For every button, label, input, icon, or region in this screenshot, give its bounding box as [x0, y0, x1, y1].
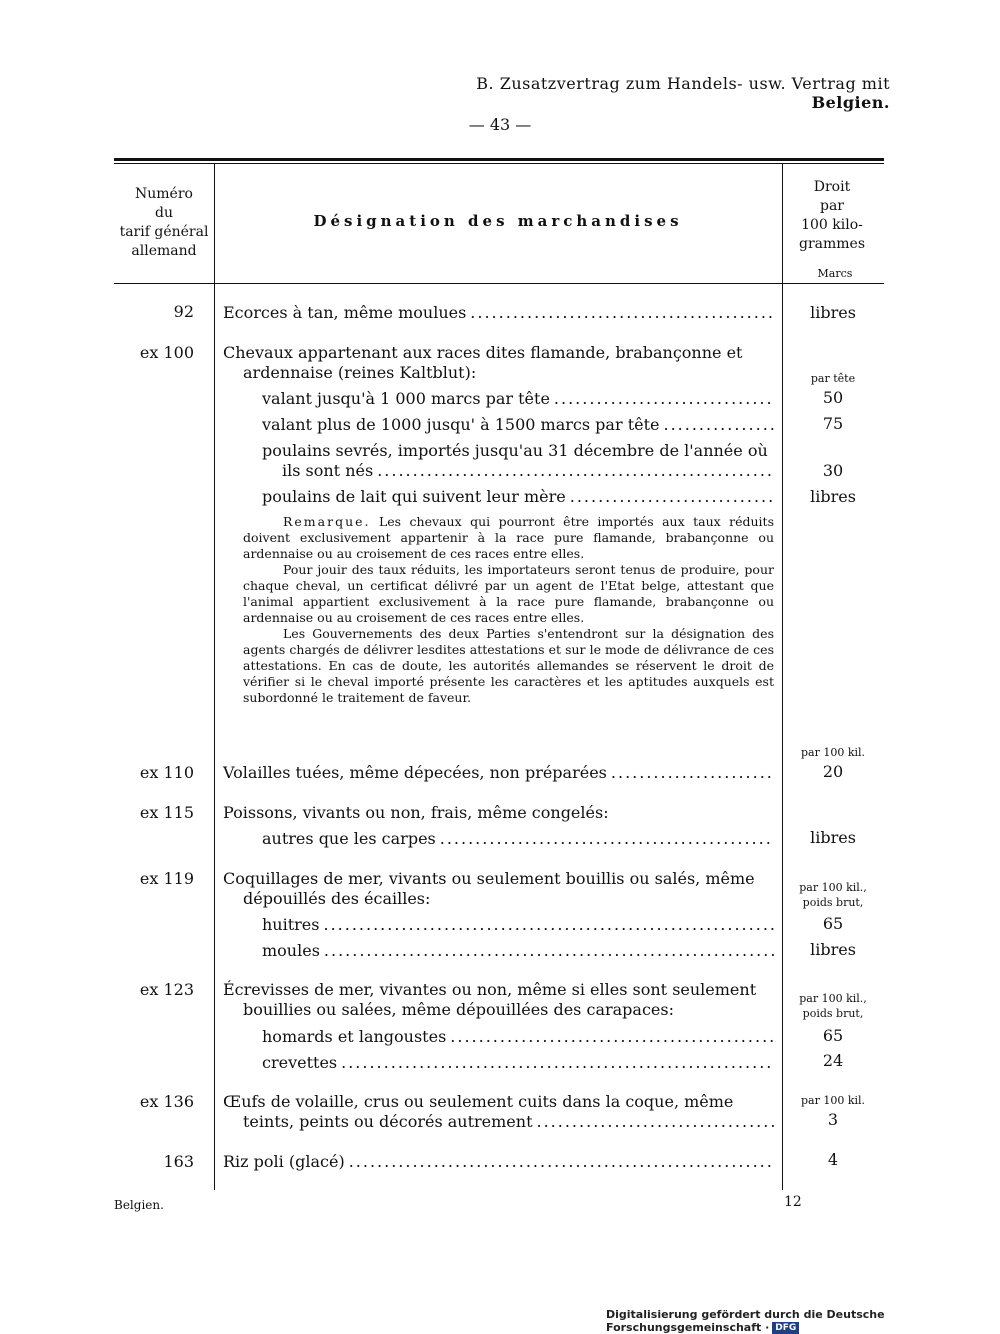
- duty-unit: par 100 kil.: [800, 746, 866, 759]
- sub-item-text: ils sont nés: [282, 461, 374, 480]
- header-designation: Désignation des marchandises: [313, 212, 683, 230]
- duty-value: 20: [822, 762, 844, 781]
- header-unit-marcs: Marcs: [817, 267, 853, 280]
- tariff-number: ex 123: [139, 980, 194, 999]
- header-line: Droit: [813, 179, 851, 195]
- item-text: Volailles tuées, même dépecées, non préparées: [223, 763, 607, 782]
- leader-dots: [470, 303, 774, 323]
- sub-item-text: homards et langoustes: [262, 1027, 447, 1046]
- duty-value: libres: [810, 828, 856, 847]
- running-title: [470, 74, 890, 112]
- leader-dots: [341, 1053, 774, 1073]
- header-tariff-number: [114, 185, 214, 261]
- sub-item-text: poulains de lait qui suivent leur mère: [262, 487, 566, 506]
- header-duty: [782, 178, 882, 254]
- footer-sheet-number: 12: [784, 1194, 802, 1210]
- sub-item-text: valant plus de 1000 jusqu' à 1500 marcs par tête: [262, 415, 660, 434]
- item-description: Chevaux appartenant aux races dites flamande, brabançonne et: [223, 343, 743, 362]
- dfg-logo-icon: DFG: [772, 1322, 799, 1334]
- column-divider-2: [782, 163, 783, 1190]
- sub-item: poulains sevrés, importés jusqu'au 31 décembre de l'année où: [262, 441, 768, 460]
- column-divider-1: [214, 163, 215, 1190]
- duty-value: 75: [822, 414, 844, 433]
- header-line: allemand: [131, 243, 197, 259]
- digitization-credit: [606, 1308, 1000, 1334]
- leader-dots: [450, 1027, 774, 1047]
- leader-dots: [440, 829, 774, 849]
- item-text: Ecorces à tan, même moulues: [223, 303, 467, 322]
- remark-paragraph: Pour jouir des taux réduits, les importateurs seront tenus de produire, pour chaque cheval, un certificat délivré par un agent de l'Etat belge, attestant que l'animal appartient exclusivement à la race pure flamande, brabançonne ou ardennaise ou au croisement de ces races entre elles.: [243, 562, 774, 625]
- remark-text: Les chevaux qui pourront être importés aux taux réduits doivent exclusivement appartenir à la race pure flamande, brabançonne ou ardennaise ou au croisement de ces races entre elles.: [243, 514, 774, 561]
- sub-item-text: moules: [262, 941, 320, 960]
- duty-value: libres: [810, 940, 856, 959]
- header-line: Numéro: [135, 186, 193, 202]
- sub-item: [262, 415, 774, 435]
- duty-unit: poids brut,: [802, 1007, 864, 1020]
- item-description: Poissons, vivants ou non, frais, même congelés:: [223, 803, 609, 822]
- sub-item: [262, 829, 774, 849]
- sub-item-text: huitres: [262, 915, 320, 934]
- tariff-number: 92: [173, 302, 194, 321]
- table-top-rule-thick: [114, 158, 884, 161]
- item-description: Œufs de volaille, crus ou seulement cuits dans la coque, même: [223, 1092, 734, 1111]
- leader-dots: [554, 389, 774, 409]
- item-description: [223, 763, 774, 783]
- sub-item-text: crevettes: [262, 1053, 338, 1072]
- duty-unit: par tête: [810, 372, 856, 385]
- duty-value: 4: [827, 1150, 839, 1169]
- duty-value: libres: [810, 303, 856, 322]
- tariff-number: ex 100: [139, 343, 194, 362]
- header-line: par: [819, 198, 844, 214]
- leader-dots: [349, 1152, 774, 1172]
- sub-item: [262, 941, 774, 961]
- sub-item-cont: [282, 461, 774, 481]
- duty-unit: par 100 kil.: [800, 1094, 866, 1107]
- tariff-number: 163: [163, 1152, 194, 1171]
- running-title-text: B. Zusatzvertrag zum Handels- usw. Vertrag mit: [476, 74, 890, 93]
- header-line: 100 kilo-: [801, 217, 863, 233]
- duty-value: 65: [822, 1026, 844, 1045]
- item-description-cont: bouillies ou salées, même dépouillées des carapaces:: [243, 1000, 674, 1019]
- sub-item-text: valant jusqu'à 1 000 marcs par tête: [262, 389, 550, 408]
- header-line: tarif général: [119, 224, 209, 240]
- tariff-number: ex 136: [139, 1092, 194, 1111]
- item-description: [223, 1152, 774, 1172]
- sub-item: [262, 487, 774, 507]
- duty-unit: poids brut,: [802, 896, 864, 909]
- table-header-rule: [114, 283, 884, 284]
- leader-dots: [377, 461, 774, 481]
- item-description: [223, 303, 774, 323]
- item-text: Riz poli (glacé): [223, 1152, 345, 1171]
- remark-paragraph: Les Gouvernements des deux Parties s'entendront sur la désignation des agents chargés de délivrer lesdites attestations et sur le mode de délivrance de ces attestations. En cas de doute, les autorités allemandes se réservent le droit de vérifier si le cheval importé présente les caractères et les aptitudes auxquels est subordonné le traitement de faveur.: [243, 626, 774, 705]
- footer-signature: Belgien.: [114, 1198, 164, 1212]
- sub-item: [262, 915, 774, 935]
- item-description-cont: dépouillés des écailles:: [243, 889, 431, 908]
- leader-dots: [570, 487, 774, 507]
- table-top-rule-thin: [114, 163, 884, 164]
- leader-dots: [663, 415, 774, 435]
- sub-item: [262, 1027, 774, 1047]
- leader-dots: [324, 941, 774, 961]
- leader-dots: [537, 1112, 775, 1132]
- duty-unit: par 100 kil.,: [799, 992, 867, 1005]
- header-line: grammes: [798, 236, 866, 252]
- duty-value: libres: [810, 487, 856, 506]
- duty-unit: par 100 kil.,: [799, 881, 867, 894]
- tariff-number: ex 119: [139, 869, 194, 888]
- item-description-cont: [243, 1112, 774, 1132]
- duty-value: 50: [822, 388, 844, 407]
- header-line: du: [155, 205, 173, 221]
- duty-value: 3: [827, 1110, 839, 1129]
- remark-paragraph: [243, 514, 774, 562]
- duty-value: 30: [822, 461, 844, 480]
- item-text: teints, peints ou décorés autrement: [243, 1112, 533, 1131]
- tariff-number: ex 110: [139, 763, 194, 782]
- remark-block: [243, 514, 774, 706]
- item-description-cont: ardennaise (reines Kaltblut):: [243, 363, 477, 382]
- tariff-number: ex 115: [139, 803, 194, 822]
- item-description: Coquillages de mer, vivants ou seulement bouillis ou salés, même: [223, 869, 755, 888]
- running-title-country: Belgien.: [811, 93, 890, 112]
- sub-item: [262, 389, 774, 409]
- sub-item: [262, 1053, 774, 1073]
- leader-dots: [611, 763, 774, 783]
- duty-value: 65: [822, 914, 844, 933]
- page-number: — 43 —: [468, 115, 532, 134]
- item-description: Écrevisses de mer, vivantes ou non, même si elles sont seulement: [223, 980, 757, 999]
- remark-label: Remarque.: [283, 514, 371, 529]
- sub-item-text: autres que les carpes: [262, 829, 436, 848]
- leader-dots: [323, 915, 774, 935]
- digitization-text: Digitalisierung gefördert durch die Deutsche Forschungsgemeinschaft ·: [606, 1308, 885, 1334]
- duty-value: 24: [822, 1051, 844, 1070]
